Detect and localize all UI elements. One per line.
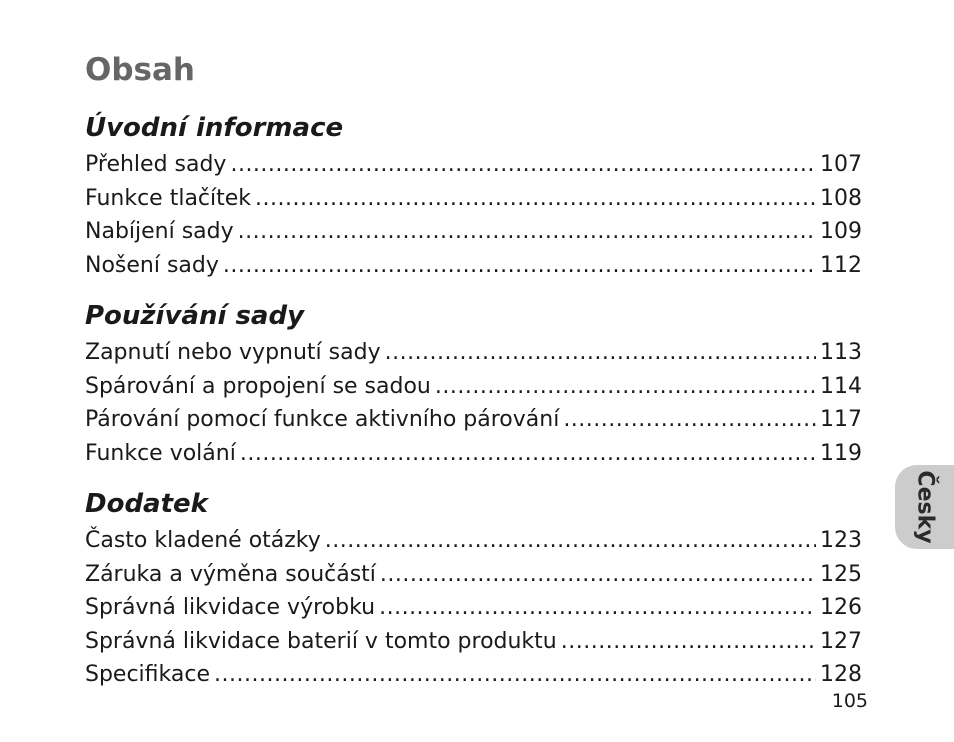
toc-section-dodatek (85, 484, 862, 692)
page-number: 105 (831, 690, 868, 712)
language-tab-label: Česky (912, 470, 937, 544)
toc-entry-title: Spárování a propojení se sadou (85, 373, 431, 399)
toc-entry[interactable] (85, 437, 862, 471)
page-title: Obsah (85, 52, 195, 88)
toc-section-uvodni-informace (85, 108, 862, 282)
toc-entry[interactable] (85, 591, 862, 625)
toc-entry-page: 117 (820, 407, 862, 432)
toc-entry-page: 112 (820, 252, 862, 278)
toc-entry[interactable] (85, 558, 862, 592)
toc-entry-page: 119 (820, 440, 862, 466)
toc-entry[interactable] (85, 148, 862, 182)
toc-leader-dots (255, 182, 816, 216)
toc-entry-title: Správná likvidace výrobku (85, 595, 376, 620)
language-tab (895, 465, 954, 549)
toc-leader-dots (380, 558, 816, 592)
toc-leader-dots (240, 437, 816, 471)
toc-entry-page: 125 (820, 561, 862, 587)
toc-entry-page: 126 (820, 595, 862, 620)
section-heading: Používání sady (85, 301, 305, 331)
toc-entry[interactable] (85, 215, 862, 249)
toc-entry[interactable] (85, 524, 862, 558)
toc-leader-dots (435, 370, 816, 404)
toc-entry-title: Záruka a výměna součástí (85, 561, 376, 587)
toc-section-pouzivani-sady (85, 296, 862, 470)
toc-leader-dots (561, 625, 816, 659)
toc-entry-page: 113 (820, 340, 862, 365)
toc-entry-page: 107 (820, 152, 862, 177)
toc-entry[interactable] (85, 403, 862, 437)
toc-leader-dots (325, 524, 816, 558)
section-heading: Dodatek (85, 489, 208, 519)
toc-leader-dots (214, 658, 816, 692)
toc-entry-title: Zapnutí nebo vypnutí sady (85, 340, 381, 365)
toc-entry-title: Párování pomocí funkce aktivního párování (85, 407, 560, 432)
toc-entry-title: Specifikace (85, 662, 210, 687)
toc-leader-dots (385, 336, 816, 370)
toc-leader-dots (230, 148, 816, 182)
toc-entry-page: 123 (820, 528, 862, 553)
toc-entry-page: 109 (820, 219, 862, 244)
toc-entry[interactable] (85, 658, 862, 692)
table-of-contents (85, 108, 862, 692)
toc-entry[interactable] (85, 370, 862, 404)
toc-leader-dots (379, 591, 816, 625)
toc-leader-dots (238, 215, 816, 249)
toc-entry-title: Nabíjení sady (85, 219, 234, 244)
toc-entry-page: 127 (820, 628, 862, 654)
toc-entry[interactable] (85, 336, 862, 370)
toc-entry[interactable] (85, 182, 862, 216)
toc-entry-title: Přehled sady (85, 152, 227, 177)
toc-entry-title: Funkce volání (85, 440, 236, 466)
section-heading: Úvodní informace (85, 113, 344, 143)
toc-entry-page: 108 (820, 185, 862, 211)
toc-entry[interactable] (85, 249, 862, 283)
toc-leader-dots (563, 403, 816, 437)
toc-entry-title: Funkce tlačítek (85, 185, 252, 211)
toc-entry-title: Často kladené otázky (85, 528, 321, 553)
toc-entry[interactable] (85, 625, 862, 659)
toc-leader-dots (223, 249, 816, 283)
toc-entry-title: Nošení sady (85, 252, 219, 278)
toc-entry-title: Správná likvidace baterií v tomto produktu (85, 628, 557, 654)
toc-entry-page: 114 (820, 373, 862, 399)
toc-entry-page: 128 (820, 662, 862, 687)
